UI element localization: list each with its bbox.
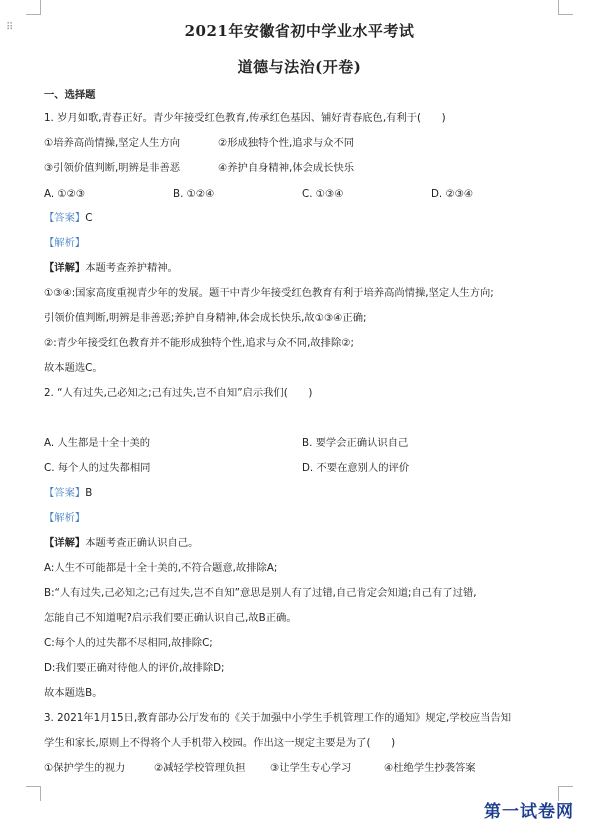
q1-explanation-line-3: ②:青少年接受红色教育并不能形成独特个性,追求与众不同,故排除②; [44,337,354,349]
q1-choice-a: A. ①②③ [44,188,86,200]
q3-option-1: ①保护学生的视力 [44,762,126,774]
document-title: 2021年安徽省初中学业水平考试 [184,22,415,40]
q3-stem-line-1: 3. 2021年1月15日,教育部办公厅发布的《关于加强中小学生手机管理工作的通知》规定,学校应当告知 [44,712,512,724]
q1-answer: C [85,212,93,224]
q1-conclusion: 故本题选C。 [44,362,103,374]
q2-detail: 本题考查正确认识自己。 [85,537,199,549]
q2-choice-c: C. 每个人的过失都相同 [44,462,151,474]
q1-detail: 本题考查养护精神。 [85,262,178,274]
q1-option-4: ④养护自身精神,体会成长快乐 [218,162,355,174]
q1-analysis-tag: 【解析】 [44,237,86,249]
q1-stem: 1. 岁月如歌,青春正好。青少年接受红色教育,传承红色基因、铺好青春底色,有利于( ) [44,112,446,124]
q1-option-1: ①培养高尚情操,坚定人生方向 [44,137,181,149]
answer-tag: 【答案】 [44,212,86,224]
q2-choice-d: D. 不要在意别人的评价 [302,462,410,474]
q2-conclusion: 故本题选B。 [44,687,103,699]
q2-explanation-a: A:人生不可能都是十全十美的,不符合题意,故排除A; [44,562,278,574]
section-heading: 一、选择题 [44,89,96,101]
site-logo: 第一试卷网 [484,802,574,822]
q2-explanation-b-line-1: B:“人有过失,己必知之;己有过失,岂不自知”意思是别人有了过错,自己肯定会知道;自己有了过错, [44,587,477,599]
q2-answer: B [85,487,93,499]
q2-answer-line [44,486,92,500]
crop-mark-bottom-left [26,786,41,801]
q3-option-2: ②减轻学校管理负担 [154,762,246,774]
q1-choice-b: B. ①②④ [173,188,215,200]
q2-detail-line [44,536,198,550]
q1-choice-d: D. ②③④ [431,188,474,200]
q1-answer-line [44,211,92,225]
q1-explanation-line-1: ①③④:国家高度重视青少年的发展。题干中青少年接受红色教育有利于培养高尚情操,坚定人生方向; [44,287,494,299]
q2-explanation-d: D:我们要正确对待他人的评价,故排除D; [44,662,225,674]
q2-analysis-tag: 【解析】 [44,512,86,524]
q3-stem-line-2: 学生和家长,原则上不得将个人手机带入校园。作出这一规定主要是为了( ) [44,737,396,749]
drag-handle-icon[interactable]: ⠿ [6,22,15,33]
crop-mark-top-left [26,0,41,15]
q1-option-2: ②形成独特个性,追求与众不同 [218,137,355,149]
answer-tag: 【答案】 [44,487,86,499]
detail-tag: 【详解】 [44,537,86,549]
q2-stem: 2. “人有过失,己必知之;己有过失,岂不自知”启示我们( ) [44,387,313,399]
detail-tag: 【详解】 [44,262,86,274]
q2-explanation-b-line-2: 怎能自己不知道呢?启示我们要正确认识自己,故B正确。 [44,612,297,624]
q1-choice-c: C. ①③④ [302,188,344,200]
q1-explanation-line-2: 引领价值判断,明辨是非善恶;养护自身精神,体会成长快乐,故①③④正确; [44,312,367,324]
crop-mark-top-right [558,0,573,15]
q2-choice-b: B. 要学会正确认识自己 [302,437,409,449]
q1-detail-line [44,261,178,275]
q1-option-3: ③引领价值判断,明辨是非善恶 [44,162,181,174]
q3-option-4: ④杜绝学生抄袭答案 [384,762,476,774]
q2-explanation-c: C:每个人的过失都不尽相同,故排除C; [44,637,213,649]
document-subtitle: 道德与法治(开卷) [237,58,362,76]
q2-choice-a: A. 人生都是十全十美的 [44,437,151,449]
q3-option-3: ③让学生专心学习 [270,762,352,774]
